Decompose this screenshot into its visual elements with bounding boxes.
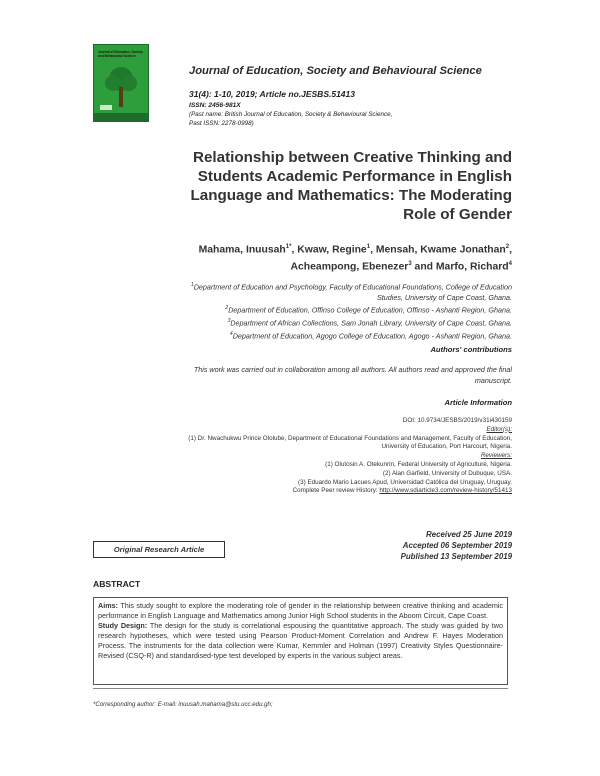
affiliation-sup: 3 [227,318,231,324]
reviewer-line: (3) Eduardo Mario Lacues Apud, Universidad Católica del Uruguay, Uruguay. [298,478,512,486]
author-sep: , [370,244,376,256]
affiliation-line [82,293,512,303]
reviewers-label: Reviewers: [480,452,512,460]
author-sup: 1* [285,244,292,250]
editor-line: (1) Dr. Nwachukwu Prince Ololube, Department of Educational Foundations and Management, Faculty of Education, [188,434,512,442]
affiliation-text: Department of Education, Offinso College of Education, Offinso - Ashanti Region, Ghana. [228,305,512,315]
affiliation-text: Department of Education and Psychology, Faculty of Educational Foundations, College of Education [193,282,512,292]
authors-contributions-heading: Authors' contributions [430,345,512,354]
author-list [92,240,512,275]
article-title [132,148,512,224]
title-line: Role of Gender [403,206,512,223]
cover-title: Journal of Education, Society and Behavioural Science [98,50,143,58]
abstract-box [93,597,508,685]
aims-label: Aims: [98,601,118,610]
affiliation-sup: 2 [225,305,229,312]
article-information-heading: Article Information [444,398,512,407]
authors-contributions-text [92,365,512,386]
author-name: Mahama, Inuusah [198,244,286,256]
author-name: Marfo, Richard [435,261,509,273]
affiliation-line [82,280,512,293]
abstract-aims [98,601,503,621]
affiliation-text: Department of Education, Agogo College of Education, Agogo - Ashanti Region, Ghana. [232,331,512,341]
affiliation-text: Department of African Collections, Sam Jonah Library, University of Cape Coast, Ghana. [230,318,512,328]
review-history-link[interactable]: http://www.sdiarticle3.com/review-history/51413 [379,487,512,495]
design-text: The design for the study is correlational espousing the quantitative approach. The study was guided by two research hypotheses, which were tested using Pearson Product-Moment Correlation and Andrew F. Hayes Moderation Process. The instruments for the data collection were Kumar, Kemmler and Holman (1997) Creativity Styles Questionnaire-Revised (CSQ-R) and standardised-type test developed by experts in the various subject areas. [98,621,503,661]
doi-line: DOI: 10.9734/JESBS/2019/v31i430159 [402,417,512,424]
journal-cover-image [93,44,149,122]
article-type-box: Original Research Article [93,541,225,558]
author-name: Acheampong, Ebenezer [290,261,409,273]
accepted-date: Accepted 06 September 2019 [402,541,512,550]
title-line: Students Academic Performance in English [197,168,512,185]
affiliation-line [82,316,512,329]
author-sup: 4 [508,261,512,268]
affiliations [82,280,512,342]
author-line-2 [92,257,512,274]
affiliation-sup: 1 [190,282,194,288]
received-date: Received 25 June 2019 [426,530,512,539]
author-sup: 2 [505,244,510,250]
title-line: Relationship between Creative Thinking and [193,149,512,166]
author-line-1 [92,240,512,257]
author-sup: 3 [408,261,412,268]
published-date: Published 13 September 2019 [400,552,512,561]
corresponding-author-footnote: *Corresponding author: E-mail: inuusah.mahama@stu.ucc.edu.gh; [93,701,273,708]
author-and: and [411,261,436,273]
abstract-heading: ABSTRACT [93,579,141,589]
author-name: Mensah, Kwame Jonathan [375,244,506,256]
editors-label: Editor(s): [486,425,512,433]
author-sep: , [509,244,512,256]
abstract-design [98,621,503,661]
contrib-line: This work was carried out in collaboration among all authors. All authors read and approved the final [193,365,512,374]
author-sep: , [291,244,298,256]
title-line: Language and Mathematics: The Moderating [190,187,512,204]
contrib-line: manuscript. [474,375,512,385]
affiliation-text: Studies, University of Cape Coast, Ghana. [376,292,512,302]
editor-line: University of Education, Port Harcourt, Nigeria. [381,443,512,451]
footnote-divider [93,688,508,689]
reviewer-line: (2) Alan Garfield, University of Dubuque, USA. [382,469,512,477]
author-name: Kwaw, Regine [297,244,367,256]
design-label: Study Design: [98,621,148,631]
citation-line: 31(4): 1-10, 2019; Article no.JESBS.51413 [189,89,355,99]
reviewer-line: (1) Olutosin A. Otekunrin, Federal University of Agriculture, Nigeria. [325,460,512,468]
review-history-line [72,487,512,496]
issn-line: ISSN: 2456-981X [189,102,241,109]
review-history-label: Complete Peer review History: [292,487,380,495]
article-information-block [72,417,512,496]
journal-title: Journal of Education, Society and Behavioural Science [189,65,482,77]
affiliation-sup: 4 [229,330,233,337]
dates-block [401,529,512,562]
cover-footer-band [94,113,149,121]
aims-text: This study sought to explore the moderating role of gender in the relationship between creative thinking and academic performance in English Language and Mathematics among Junior High School students in the Aboom Circuit, Cape Coast. [98,601,503,621]
past-name-line: (Past name: British Journal of Education, Society & Behavioural Science, [189,111,393,118]
author-sup: 1 [366,244,371,250]
tree-icon [94,65,148,113]
past-issn-line: Past ISSN: 2278-0998) [189,120,254,127]
affiliation-line [82,329,512,342]
affiliation-line [82,303,512,316]
